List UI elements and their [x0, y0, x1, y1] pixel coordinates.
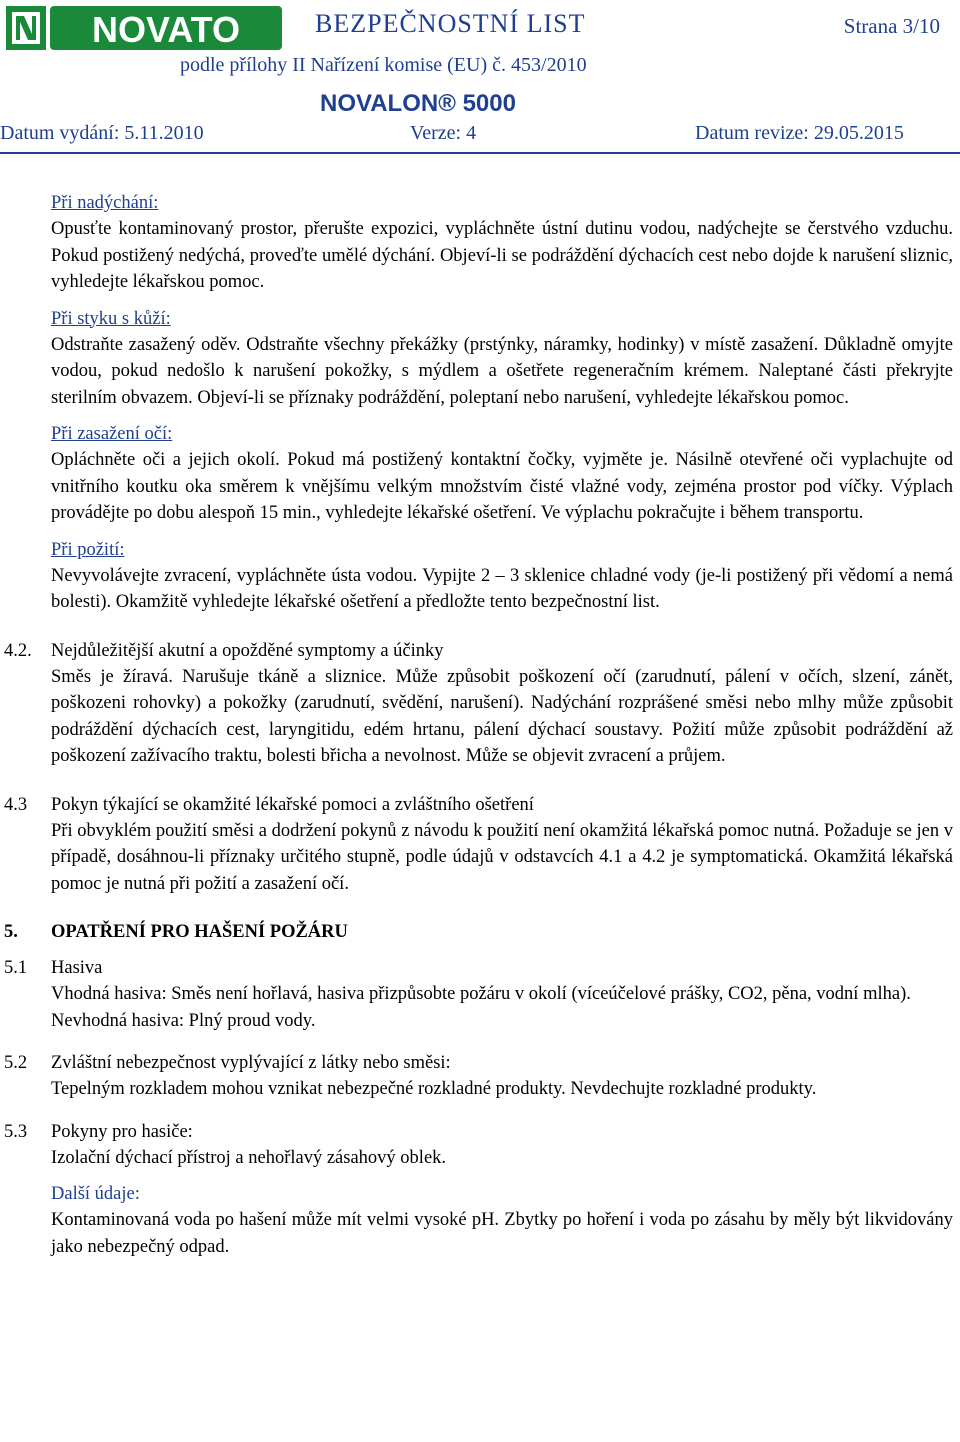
- section-title: Pokyn týkající se okamžité lékařské pomoci a zvláštního ošetření: [51, 794, 534, 815]
- product-name: NOVALON® 5000: [320, 90, 516, 117]
- section-number: 5.: [4, 922, 18, 942]
- section-4-2: [4, 638, 953, 770]
- logo-text: NOVATO: [91, 9, 241, 50]
- more-info-text: Kontaminovaná voda po hašení může mít velmi vysoké pH. Zbytky po hoření i voda po zásahu by měly být likvidovány jako nebezpečný odpad.: [51, 1210, 953, 1257]
- section-4-1-skin: [51, 306, 953, 412]
- section-text: Tepelným rozkladem mohou vznikat nebezpečné rozkladné produkty. Nevdechujte rozkladné produkty.: [51, 1079, 817, 1099]
- section-number: 4.3: [4, 794, 28, 815]
- document-body: [0, 190, 960, 1260]
- ingestion-label: Při požití:: [51, 539, 125, 560]
- eye-text: Opláchněte oči a jejich okolí. Pokud má postižený kontaktní čočky, vyjměte je. Násilně otevřené oči vyplachujte od vnitřního koutku oka směrem k vnějšímu velkým množstvím čisté vlažné vody, zejména prostor pod víčky. Výplach provádějte po dobu alespoň 15 min., vyhledejte lékařské ošetření. Ve výplachu pokračujte i během transportu.: [51, 450, 953, 523]
- section-number: 4.2.: [4, 640, 32, 661]
- section-4-3: [4, 792, 953, 898]
- section-number: 5.3: [4, 1121, 28, 1142]
- section-5-1: [4, 955, 953, 1034]
- page-header: [0, 0, 960, 160]
- section-heading: OPATŘENÍ PRO HAŠENÍ POŽÁRU: [51, 922, 348, 942]
- inhalation-text: Opusťte kontaminovaný prostor, přerušte expozici, vypláchněte ústní dutinu vodou, nadýchejte se čerstvého vzduchu. Pokud postižený nedýchá, proveďte umělé dýchání. Objeví-li se podráždění dýchacích cest nebo dojde k narušení sliznic, vyhledejte lékařskou pomoc.: [51, 219, 953, 292]
- section-text: Izolační dýchací přístroj a nehořlavý zásahový oblek.: [51, 1147, 447, 1168]
- section-title: Zvláštní nebezpečnost vyplývající z látky nebo směsi:: [51, 1053, 451, 1073]
- skin-label: Při styku s kůží:: [51, 308, 171, 329]
- revision-date: Datum revize: 29.05.2015: [695, 122, 904, 144]
- header-divider: [0, 152, 960, 154]
- section-title: Nejdůležitější akutní a opožděné symptomy a účinky: [51, 640, 444, 661]
- section-title: Hasiva: [51, 958, 103, 978]
- section-number: 5.2: [4, 1053, 28, 1073]
- section-text: Směs je žíravá. Narušuje tkáně a sliznice. Může způsobit poškození očí (zarudnutí, pálení v očích, slzení, zánět, poškozeni rohovky) a pokožky (zarudnutí, svědění, narušení). Nadýchání rozprášené směsi nebo mlhy může způsobit podráždění dýchacích cest, laryngitidu, edém hrtanu, pálení dýchací soustavy. Požití může způsobit podráždění až poškození zažívacího traktu, bolesti břicha a nevolnost. Může se objevit zvracení a průjem.: [51, 666, 953, 766]
- page-number: Strana 3/10: [843, 14, 940, 38]
- skin-text: Odstraňte zasažený oděv. Odstraňte všechny překážky (prstýnky, náramky, hodinky) v místě zasažení. Důkladně omyjte vodou, pokud nedošlo k narušení pokožky, s mýdlem a ošetřete regeneračním krémem. Naleptané části překryjte sterilním obvazem. Objeví-li se příznaky podráždění, poleptaní nebo narušení, vyhledejte lékařskou pomoc.: [51, 334, 953, 408]
- inhalation-label: Při nadýchání:: [51, 193, 159, 213]
- section-number: 5.1: [4, 958, 28, 978]
- issue-date: Datum vydání: 5.11.2010: [0, 122, 204, 144]
- eye-label: Při zasažení očí:: [51, 424, 173, 444]
- section-5-3: [4, 1119, 953, 1261]
- section-5: [4, 919, 953, 945]
- document-title: BEZPEČNOSTNÍ LIST: [315, 9, 586, 38]
- section-title: Pokyny pro hasiče:: [51, 1121, 193, 1142]
- ingestion-text: Nevyvolávejte zvracení, vypláchněte ústa vodou. Vypijte 2 – 3 sklenice chladné vody (je-li postižený při vědomí a nemá bolesti). Okamžitě vyhledejte lékařské ošetření a předložte tento bezpečnostní list.: [51, 565, 953, 612]
- more-info-label: Další údaje:: [51, 1184, 140, 1204]
- section-4-1-eyes: [51, 421, 953, 527]
- section-4-1-inhalation: [51, 190, 953, 296]
- suitable-media: Vhodná hasiva: Směs není hořlavá, hasiva přizpůsobte požáru v okolí (víceúčelové prášky, CO2, pěna, vodní mlha).: [51, 984, 911, 1004]
- section-text: Při obvyklém použití směsi a dodržení pokynů z návodu k použití není okamžitá lékařská pomoc nutná. Požaduje se jen v případě, dosáhnou-li příznaky určitého stupně, podle údajů v odstavcích 4.1 a 4.2 je symptomatická. Okamžitá lékařská pomoc je nutná při požití a zasažení očí.: [51, 820, 953, 894]
- section-5-2: [4, 1050, 953, 1103]
- section-4-1-ingestion: [51, 537, 953, 616]
- unsuitable-media: Nevhodná hasiva: Plný proud vody.: [51, 1010, 316, 1031]
- regulation-reference: podle přílohy II Nařízení komise (EU) č. 453/2010: [180, 54, 587, 76]
- document-meta: [0, 122, 960, 150]
- version: Verze: 4: [410, 122, 477, 144]
- novato-logo: [6, 4, 286, 52]
